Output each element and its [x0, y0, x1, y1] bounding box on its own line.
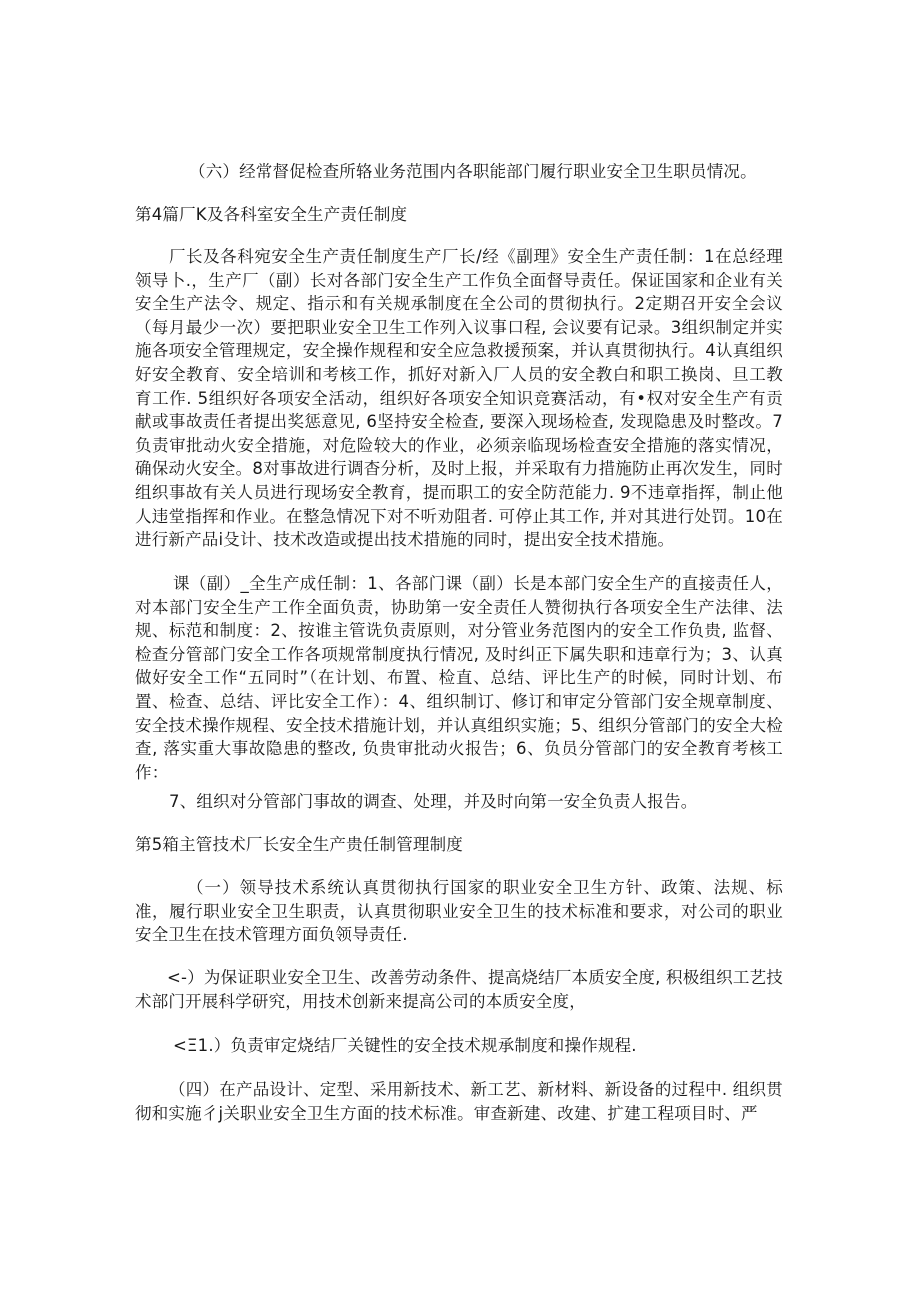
section-heading-5: 第5箱主管技术厂长安全生产贵任制管理制度 [135, 835, 463, 854]
section-heading-4: 第4篇厂K及各科室安全生产责任制度 [135, 205, 408, 224]
paragraph-item-3: <Ξ1.）负责审定烧结厂关键性的安全技术规承制度和操作规程. [173, 1036, 637, 1055]
paragraph-item-7: 7、组织对分管部门事故的调查、处理，并及时向第一安全负责人报告。 [169, 792, 698, 811]
paragraph-section-chief-duties: 课（副）_全生产成任制：1、各部门课（副）长是本部门安全生产的直接责任人，对本部门安全生产工作全面负责，协助第一安全责任人赞彻执行各项安全生产法律、法规、标范和制度：2、按谁主管诜负责原则，对分管业务范图内的安全工作负贵, 监督、检查分管部门安全工作各项规常制度执行情况, 及时纠正下属失职和违章行为；3、认真做好安全工作“五同时”（在计划、布置、检直、总结、评比生产的时候，同时计划、布置、检查、总结、评比安全工作）：4、组织制订、修订和审定分管部门安全规章制度、安全技术操作规程、安全技术措施计划，并认真组织实施；5、组织分管部门的安全大检查, 落实重大事故隐患的整改, 负贵审批动火报告；6、负员分管部门的安全教育考核工作： [135, 574, 783, 782]
paragraph-item-2: <-）为保证职业安全卫生、改善劳动条件、提高烧结厂本质安全度, 积极组织工艺技术部门开展科学研究，用技术创新来提高公司的本质安全度， [135, 968, 783, 1011]
paragraph-item-4: （四）在产品设计、定型、采用新技术、新工艺、新材料、新设备的过程中. 组织贯彻和实施彳j关职业安全卫生方面的技术标准。审查新建、改建、扩建工程项目时、严 [135, 1080, 783, 1123]
paragraph-item-6: （六）经常督促检查所辂业务范围内各职能部门履行职业安全卫生职员情况。 [189, 162, 757, 181]
paragraph-item-1: （一）领导技术系统认真贯彻执行国家的职业安全卫生方针、政策、法规、标准，履行职业安全卫生职责，认真贯彻职业安全卫生的技术标准和要求，对公司的职业安全卫生在技术管理方面负领导责任. [135, 878, 783, 945]
paragraph-factory-director-duties: 厂长及各科宛安全生产责任制度生产厂长/经《副理》安全生产责任制：1在总经理领导卜.，生产厂（副）长对各部门安全生产工作负全面督导责任。保证国家和企业有关安全生产法令、规定、指示和有关规承制度在全公司的贯彻执行。2定期召开安全会议（每月最少一次）要把职业安全卫生工作列入议事口程, 会议要有记录。3组织制定并实施各项安全管理规定，安全操作规程和安全应急救援预案，并认真贯彻执行。4认真组织好安全教育、安全培训和考核工作，抓好对新入厂人员的安全教白和职工换岗、旦工教育工作. 5组织好各项安全活动，组织好各项安全知识竞赛活动，有•权对安全生产有贡献或事故责任者提出奖惩意见, 6坚持安全检查, 要深入现场检查, 发现隐患及时整改。7负责审批动火安全措施，对危险较大的作业，必须亲临现场检查安全措施的落实情况，确保动火安全。8对事故进行调杳分析，及时上报，并采取有力措施防止再次发生，同时组织事故有关人员进行现场安全教育，提而职工的安全防范能力. 9不违章指挥，制止他人违堂指挥和作业。在整急情况下对不听劝阻者. 可停止其工作, 并对其进行处罚。10在进行新产品i殳计、技术改造或提出技术措施的同时，提出安全技术措施。 [135, 247, 783, 550]
